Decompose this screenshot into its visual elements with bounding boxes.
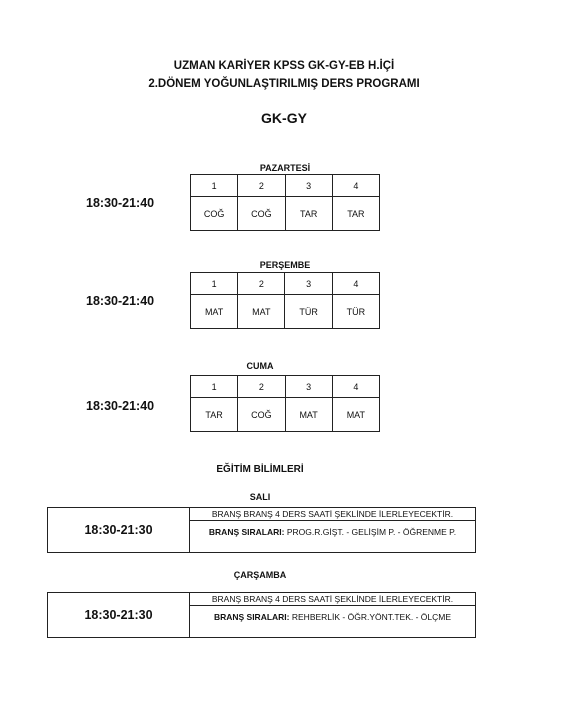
lesson-cell: TAR (332, 197, 379, 231)
header-line-1: UZMAN KARİYER KPSS GK-GY-EB H.İÇİ (173, 60, 395, 72)
schedule-table-monday (190, 174, 380, 231)
period-cell: 1 (191, 376, 238, 398)
period-cell: 4 (332, 273, 379, 295)
period-cell: 2 (238, 175, 285, 197)
lesson-cell: TÜR (332, 295, 379, 329)
period-cell: 1 (191, 273, 238, 295)
time-friday: 18:30-21:40 (86, 399, 155, 413)
eb-note: BRANŞ BRANŞ 4 DERS SAATİ ŞEKLİNDE İLERLEYECEKTİR. (190, 509, 475, 521)
time-tuesday: 18:30-21:30 (48, 508, 190, 552)
eb-details-tuesday (190, 508, 475, 552)
header-line-2: 2.DÖNEM YOĞUNLAŞTIRILMIŞ DERS PROGRAMI (148, 78, 420, 90)
lesson-cell: MAT (238, 295, 285, 329)
day-name-tuesday: SALI (249, 492, 271, 502)
period-cell: 1 (191, 175, 238, 197)
lesson-cell: TAR (285, 197, 332, 231)
time-thursday: 18:30-21:40 (86, 294, 155, 308)
lesson-cell: TAR (191, 398, 238, 432)
eb-box-wednesday (47, 592, 476, 638)
eb-details-wednesday (190, 593, 475, 637)
period-cell: 4 (332, 376, 379, 398)
lesson-cell: MAT (332, 398, 379, 432)
day-name-thursday: PERŞEMBE (259, 260, 311, 270)
eb-note: BRANŞ BRANŞ 4 DERS SAATİ ŞEKLİNDE İLERLEYECEKTİR. (190, 594, 475, 606)
schedule-table-thursday (190, 272, 380, 329)
eb-order-value: PROG.R.GİŞT. - GELİŞİM P. - ÖĞRENME P. (286, 527, 457, 537)
period-cell: 2 (238, 273, 285, 295)
lesson-cell: COĞ (238, 197, 285, 231)
gkgy-title: GK-GY (261, 110, 307, 126)
eb-box-tuesday (47, 507, 476, 553)
period-cell: 3 (285, 175, 332, 197)
schedule-table-friday (190, 375, 380, 432)
eb-order-label: BRANŞ SIRALARI: (213, 612, 290, 622)
lesson-cell: COĞ (238, 398, 285, 432)
eb-title: EĞİTİM BİLİMLERİ (216, 464, 304, 475)
period-cell: 2 (238, 376, 285, 398)
lesson-cell: TÜR (285, 295, 332, 329)
lesson-cell: COĞ (191, 197, 238, 231)
eb-order (190, 527, 475, 537)
lesson-cell: MAT (285, 398, 332, 432)
day-name-friday: CUMA (246, 361, 274, 371)
lesson-cell: MAT (191, 295, 238, 329)
eb-order-label: BRANŞ SIRALARI: (208, 527, 285, 537)
day-name-monday: PAZARTESİ (259, 163, 311, 173)
period-cell: 4 (332, 175, 379, 197)
time-monday: 18:30-21:40 (86, 196, 155, 210)
day-name-wednesday: ÇARŞAMBA (233, 570, 287, 580)
time-wednesday: 18:30-21:30 (48, 593, 190, 637)
eb-order-value: REHBERLİK - ÖĞR.YÖNT.TEK. - ÖLÇME (291, 612, 452, 622)
eb-order (190, 612, 475, 622)
period-cell: 3 (285, 273, 332, 295)
period-cell: 3 (285, 376, 332, 398)
